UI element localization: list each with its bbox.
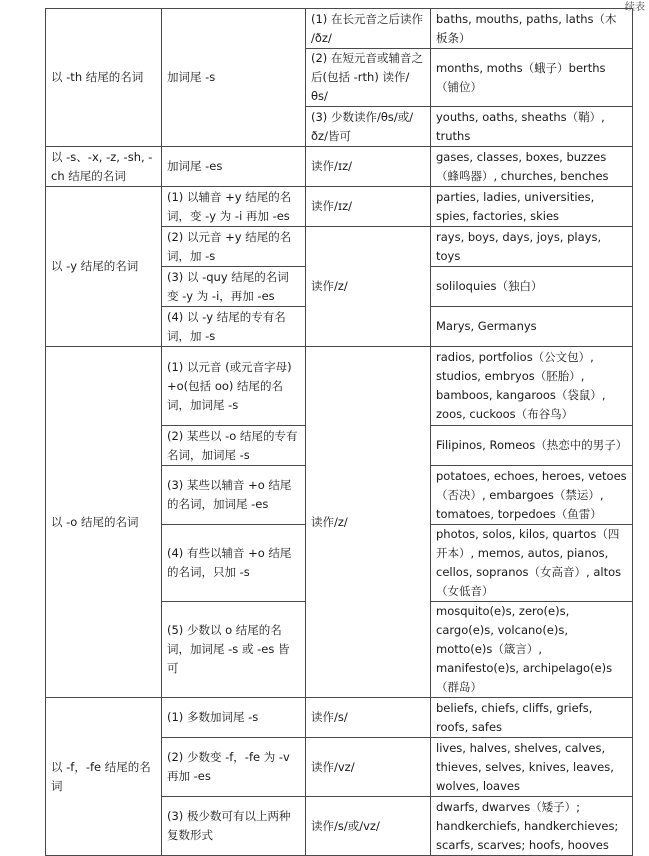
examples-cell: Marys, Germanys: [431, 307, 633, 347]
pronunciation-cell: 读作/z/: [306, 227, 431, 347]
category-f: 以 -f，-fe 结尾的名词: [46, 698, 162, 856]
table-row: [46, 147, 633, 187]
rule-cell: (1) 多数加词尾 -s: [162, 698, 306, 738]
pronunciation-cell: 读作/s/: [306, 698, 431, 738]
rule-cell: (3) 极少数可有以上两种复数形式: [162, 797, 306, 856]
rule-cell: (1) 以元音 (或元音字母) +o(包括 oo) 结尾的名词，加词尾 -s: [162, 347, 306, 426]
examples-cell: months, moths（蛾子）berths（铺位）: [431, 49, 633, 107]
rule-cell: (3) 以 -quy 结尾的名词变 -y 为 -i，再加 -es: [162, 267, 306, 307]
examples-cell: soliloquies（独白）: [431, 267, 633, 307]
pronunciation-cell: (2) 在短元音或辅音之后(包括 -rth) 读作/θs/: [306, 49, 431, 107]
category-o: 以 -o 结尾的名词: [46, 347, 162, 698]
examples-cell: gases, classes, boxes, buzzes（蜂鸣器）, churches, benches: [431, 147, 633, 187]
examples-cell: beliefs, chiefs, cliffs, griefs, roofs, safes: [431, 698, 633, 738]
examples-cell: potatoes, echoes, heroes, vetoes（否决）, embargoes（禁运）, tomatoes, torpedoes（鱼雷）: [431, 466, 633, 525]
examples-cell: baths, mouths, paths, laths（木板条）: [431, 9, 633, 49]
table-row: [46, 698, 633, 738]
rule-th: 加词尾 -s: [162, 9, 306, 147]
examples-cell: mosquito(e)s, zero(e)s, cargo(e)s, volcano(e)s, motto(e)s（箴言）, manifesto(e)s, archipelago(e)s（群岛）: [431, 602, 633, 698]
plural-rules-table: [45, 8, 633, 856]
corner-mark: 续表: [625, 2, 645, 13]
examples-cell: youths, oaths, sheaths（鞘）, truths: [431, 107, 633, 147]
pronunciation-cell: 读作/vz/: [306, 738, 431, 797]
rule-cell: (2) 某些以 -o 结尾的专有名词，加词尾 -s: [162, 426, 306, 466]
pronunciation-cell: (3) 少数读作/θs/或/ðz/皆可: [306, 107, 431, 147]
category-y: 以 -y 结尾的名词: [46, 187, 162, 347]
pronunciation-cell: (1) 在长元音之后读作 /ðz/: [306, 9, 431, 49]
rule-cell: (3) 某些以辅音 +o 结尾的名词，加词尾 -es: [162, 466, 306, 525]
examples-cell: lives, halves, shelves, calves, thieves, selves, knives, leaves, wolves, loaves: [431, 738, 633, 797]
table-row: [46, 187, 633, 227]
rule-s: 加词尾 -es: [162, 147, 306, 187]
pronunciation-cell: 读作/ɪz/: [306, 147, 431, 187]
pronunciation-cell: 读作/s/或/vz/: [306, 797, 431, 856]
examples-cell: parties, ladies, universities, spies, factories, skies: [431, 187, 633, 227]
rule-cell: (2) 少数变 -f，-fe 为 -v 再加 -es: [162, 738, 306, 797]
examples-cell: Filipinos, Romeos（热恋中的男子）: [431, 426, 633, 466]
rule-cell: (5) 少数以 o 结尾的名词，加词尾 -s 或 -es 皆可: [162, 602, 306, 698]
rule-cell: (4) 有些以辅音 +o 结尾的名词，只加 -s: [162, 525, 306, 602]
category-th: 以 -th 结尾的名词: [46, 9, 162, 147]
examples-cell: photos, solos, kilos, quartos（四开本）, memos, autos, pianos, cellos, sopranos（女高音）, altos（女低音）: [431, 525, 633, 602]
category-s: 以 -s、-x, -z, -sh, -ch 结尾的名词: [46, 147, 162, 187]
examples-cell: rays, boys, days, joys, plays, toys: [431, 227, 633, 267]
rule-cell: (1) 以辅音 +y 结尾的名词，变 -y 为 -i 再加 -es: [162, 187, 306, 227]
rule-cell: (2) 以元音 +y 结尾的名词，加 -s: [162, 227, 306, 267]
table-row: [46, 347, 633, 426]
rule-cell: (4) 以 -y 结尾的专有名词，加 -s: [162, 307, 306, 347]
pronunciation-cell: 读作/ɪz/: [306, 187, 431, 227]
examples-cell: dwarfs, dwarves（矮子）; handkerchiefs, handkerchieves; scarfs, scarves; hoofs, hooves: [431, 797, 633, 856]
table-row: [46, 9, 633, 49]
pronunciation-cell: 读作/z/: [306, 347, 431, 698]
examples-cell: radios, portfolios（公文包）, studios, embryos（胚胎）, bamboos, kangaroos（袋鼠）, zoos, cuckoos（布谷鸟）: [431, 347, 633, 426]
